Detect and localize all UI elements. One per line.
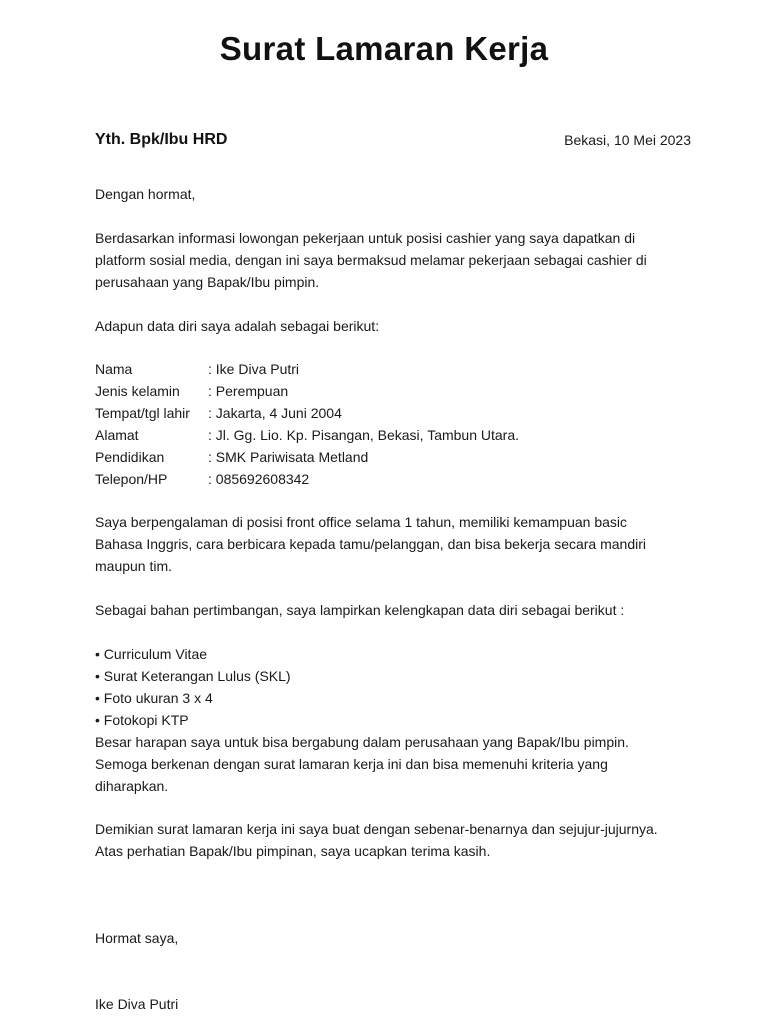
data-label: Tempat/tgl lahir <box>95 405 190 421</box>
experience-paragraph <box>95 511 695 577</box>
data-row-gender <box>95 380 519 402</box>
data-value: : Perempuan <box>208 383 289 399</box>
list-item: • Surat Keterangan Lulus (SKL) <box>95 668 291 684</box>
closing-line: Demikian surat lamaran kerja ini saya buat dengan sebenar-benarnya dan sejujur-jujurnya. <box>95 821 658 837</box>
list-item: • Curriculum Vitae <box>95 646 208 662</box>
regards: Hormat saya, <box>95 930 179 946</box>
closing-line: Atas perhatian Bapak/Ibu pimpinan, saya ucapkan terima kasih. <box>95 843 491 859</box>
data-row-address <box>95 424 519 446</box>
data-value: : Ike Diva Putri <box>208 361 300 377</box>
data-value: : Jl. Gg. Lio. Kp. Pisangan, Bekasi, Tambun Utara. <box>208 427 520 443</box>
data-intro: Adapun data diri saya adalah sebagai berikut: <box>95 318 380 334</box>
personal-data-list <box>95 358 519 490</box>
hope-line: diharapkan. <box>95 778 169 794</box>
intro-paragraph <box>95 227 695 293</box>
data-label: Telepon/HP <box>95 471 168 487</box>
letter-date: Bekasi, 10 Mei 2023 <box>564 132 691 148</box>
data-value: : 085692608342 <box>208 471 310 487</box>
data-value: : Jakarta, 4 Juni 2004 <box>208 405 342 421</box>
data-row-education <box>95 446 519 468</box>
consideration-paragraph: Sebagai bahan pertimbangan, saya lampirkan kelengkapan data diri sebagai berikut : <box>95 602 625 618</box>
hope-line: Besar harapan saya untuk bisa bergabung dalam perusahaan yang Bapak/Ibu pimpin. <box>95 734 629 750</box>
recipient: Yth. Bpk/Ibu HRD <box>95 131 228 148</box>
hope-line: Semoga berkenan dengan surat lamaran kerja ini dan bisa memenuhi kriteria yang <box>95 756 608 772</box>
attachment-list <box>95 643 291 731</box>
data-label: Pendidikan <box>95 449 165 465</box>
list-item: • Fotokopi KTP <box>95 712 189 728</box>
hope-paragraph <box>95 731 695 797</box>
data-row-birth <box>95 402 519 424</box>
intro-line: platform sosial media, dengan ini saya bermaksud melamar pekerjaan sebagai cashier di <box>95 252 647 268</box>
data-row-name <box>95 358 519 380</box>
data-label: Alamat <box>95 427 139 443</box>
greeting: Dengan hormat, <box>95 186 196 202</box>
list-item: • Foto ukuran 3 x 4 <box>95 690 213 706</box>
intro-line: Berdasarkan informasi lowongan pekerjaan untuk posisi cashier yang saya dapatkan di <box>95 230 636 246</box>
data-label: Nama <box>95 361 133 377</box>
signature-name: Ike Diva Putri <box>95 996 179 1012</box>
data-value: : SMK Pariwisata Metland <box>208 449 369 465</box>
data-row-phone <box>95 468 519 490</box>
letter-title: Surat Lamaran Kerja <box>219 30 549 67</box>
data-label: Jenis kelamin <box>95 383 180 399</box>
experience-line: maupun tim. <box>95 558 173 574</box>
experience-line: Saya berpengalaman di posisi front office selama 1 tahun, memiliki kemampuan basic <box>95 514 628 530</box>
intro-line: perusahaan yang Bapak/Ibu pimpin. <box>95 274 320 290</box>
experience-line: Bahasa Inggris, cara berbicara kepada tamu/pelanggan, dan bisa bekerja secara mandiri <box>95 536 647 552</box>
closing-paragraph <box>95 818 695 862</box>
